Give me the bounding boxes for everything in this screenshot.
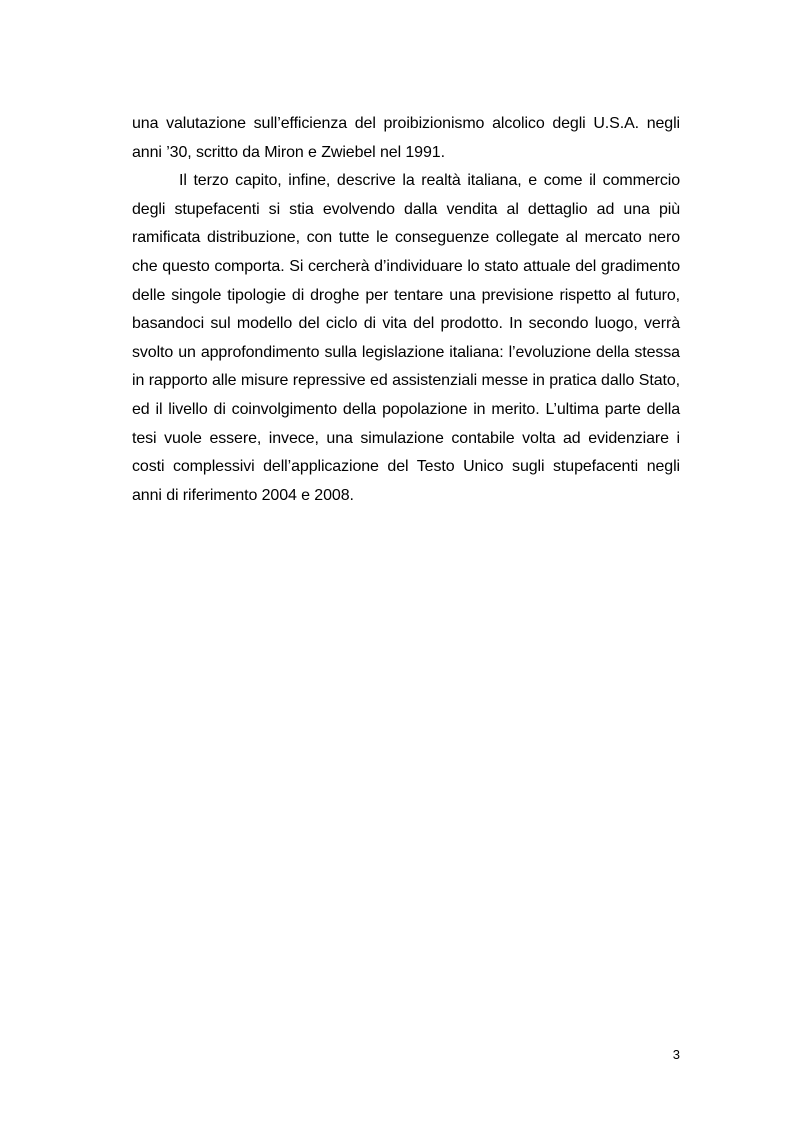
paragraph-third-chapter: Il terzo capito, infine, descrive la realtà italiana, e come il commercio degli stupefacenti si stia evolvendo dalla vendita al dettaglio ad una più ramificata distribuzione, con tutte le conseguenze collegate al mercato nero che questo comporta. Si cercherà d’individuare lo stato attuale del gradimento delle singole tipologie di droghe per tentare una previsione rispetto al futuro, basandoci sul modello del ciclo di vita del prodotto. In secondo luogo, verrà svolto un approfondimento sulla legislazione italiana: l’evoluzione della stessa in rapporto alle misure repressive ed assistenziali messe in pratica dallo Stato, ed il livello di coinvolgimento della popolazione in merito. L’ultima parte della tesi vuole essere, invece, una simulazione contabile volta ad evidenziare i costi complessivi dell’applicazione del Testo Unico sugli stupefacenti negli anni di riferimento 2004 e 2008. bbox=[132, 172, 680, 504]
paragraph-continuation: una valutazione sull’efficienza del proibizionismo alcolico degli U.S.A. negli anni ’30, scritto da Miron e Zwiebel nel 1991. bbox=[132, 115, 680, 161]
body-text bbox=[132, 110, 680, 510]
page-number: 3 bbox=[672, 1047, 680, 1062]
